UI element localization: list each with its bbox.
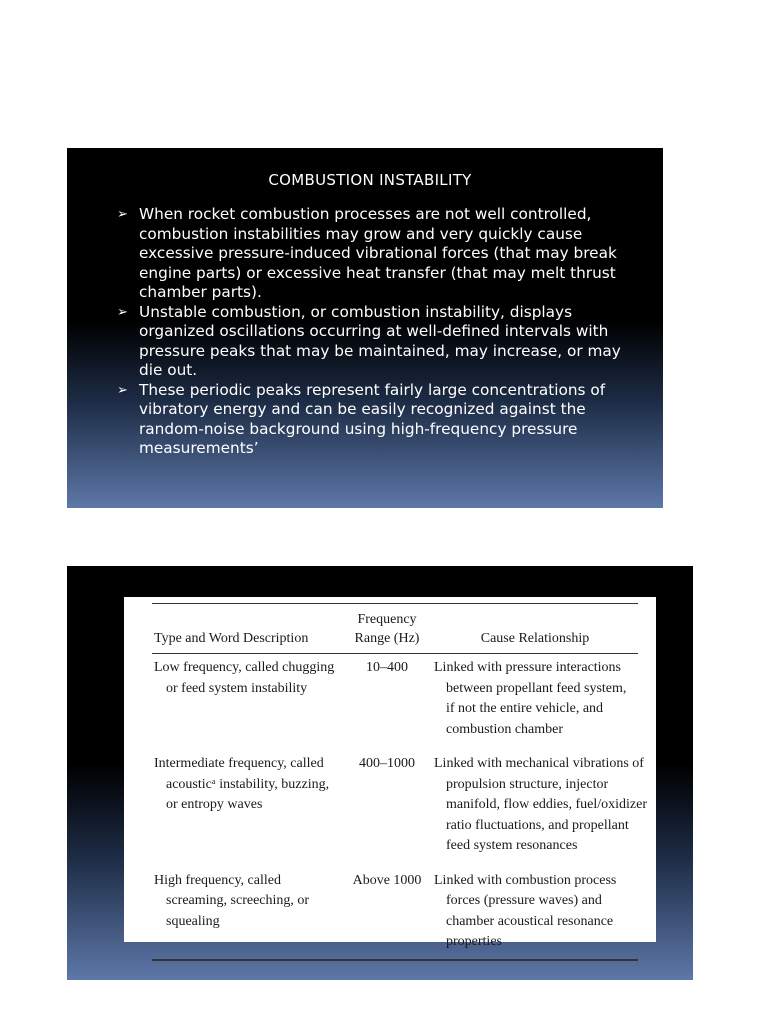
header-cause: Cause Relationship bbox=[480, 631, 590, 646]
cell-line: forces (pressure waves) and bbox=[446, 893, 602, 908]
cell-type bbox=[152, 867, 342, 960]
arrowhead-bullet-icon: ➢ bbox=[117, 304, 128, 320]
cell-line: screaming, screeching, or bbox=[166, 893, 310, 908]
instability-types-table bbox=[152, 603, 647, 961]
cell-line: combustion chamber bbox=[446, 721, 564, 737]
cell-line: Linked with pressure interactions bbox=[434, 660, 622, 675]
slide-title: COMBUSTION INSTABILITY bbox=[268, 171, 472, 189]
cell-line: properties bbox=[446, 934, 502, 949]
cell-line: or entropy waves bbox=[166, 797, 263, 812]
table-row bbox=[152, 654, 638, 751]
cell-cause bbox=[432, 867, 638, 960]
cell-line: Linked with mechanical vibrations of bbox=[434, 756, 644, 771]
cell-line: High frequency, called bbox=[154, 872, 281, 888]
cell-line: ratio fluctuations, and propellant bbox=[446, 817, 629, 833]
bullet-item bbox=[117, 205, 637, 303]
cell-line: squealing bbox=[166, 913, 220, 929]
cell-line: or feed system instability bbox=[166, 680, 308, 696]
cell-line: Low frequency, called chugging bbox=[154, 660, 335, 675]
cell-line: manifold, flow eddies, fuel/oxidizer bbox=[446, 797, 647, 812]
cell-frequency: 10–400 bbox=[366, 660, 408, 675]
cell-frequency: 400–1000 bbox=[359, 756, 415, 771]
cell-line: acousticᵃ instability, buzzing, bbox=[166, 776, 330, 792]
slide-instability-table bbox=[67, 566, 693, 980]
bullet-item bbox=[117, 303, 637, 381]
bullet-text: Unstable combustion, or combustion instability, displays organized oscillations occurring at well-defined intervals with pressure peaks that may be maintained, may increase, or may die out. bbox=[139, 302, 621, 379]
cell-frequency: Above 1000 bbox=[352, 872, 422, 888]
bullet-text: When rocket combustion processes are not well controlled, combustion instabilities may grow and very quickly cause excessive pressure-induced vibrational forces (that may break engine parts) or excessive heat transfer (that may melt thrust chamber parts). bbox=[139, 205, 617, 301]
slide-combustion-instability bbox=[67, 148, 663, 508]
cell-type bbox=[152, 654, 342, 751]
table-row bbox=[152, 750, 638, 867]
table-header-row bbox=[152, 604, 638, 654]
cell-line: feed system resonances bbox=[446, 838, 578, 853]
header-frequency-line1: Frequency bbox=[357, 612, 417, 627]
header-frequency-line2: Range (Hz) bbox=[354, 631, 420, 646]
arrowhead-bullet-icon: ➢ bbox=[117, 382, 128, 398]
cell-type bbox=[152, 750, 342, 867]
bullet-item bbox=[117, 381, 637, 459]
bullet-list bbox=[117, 205, 637, 459]
cell-line: Linked with combustion process bbox=[434, 872, 617, 888]
table-row bbox=[152, 867, 638, 960]
cell-line: between propellant feed system, bbox=[446, 680, 627, 696]
table-image bbox=[124, 597, 656, 949]
header-type: Type and Word Description bbox=[154, 631, 309, 646]
cell-line: chamber acoustical resonance bbox=[446, 913, 614, 929]
cell-line: Intermediate frequency, called bbox=[154, 756, 324, 771]
cell-cause bbox=[432, 654, 638, 751]
header-frequency bbox=[342, 604, 432, 654]
cell-line: propulsion structure, injector bbox=[446, 776, 609, 792]
cell-line: if not the entire vehicle, and bbox=[446, 701, 604, 716]
arrowhead-bullet-icon: ➢ bbox=[117, 207, 128, 222]
bullet-text: These periodic peaks represent fairly large concentrations of vibratory energy and can be easily recognized against the random-noise background using high-frequency pressure measurements’ bbox=[139, 380, 606, 457]
cell-cause bbox=[432, 750, 647, 867]
